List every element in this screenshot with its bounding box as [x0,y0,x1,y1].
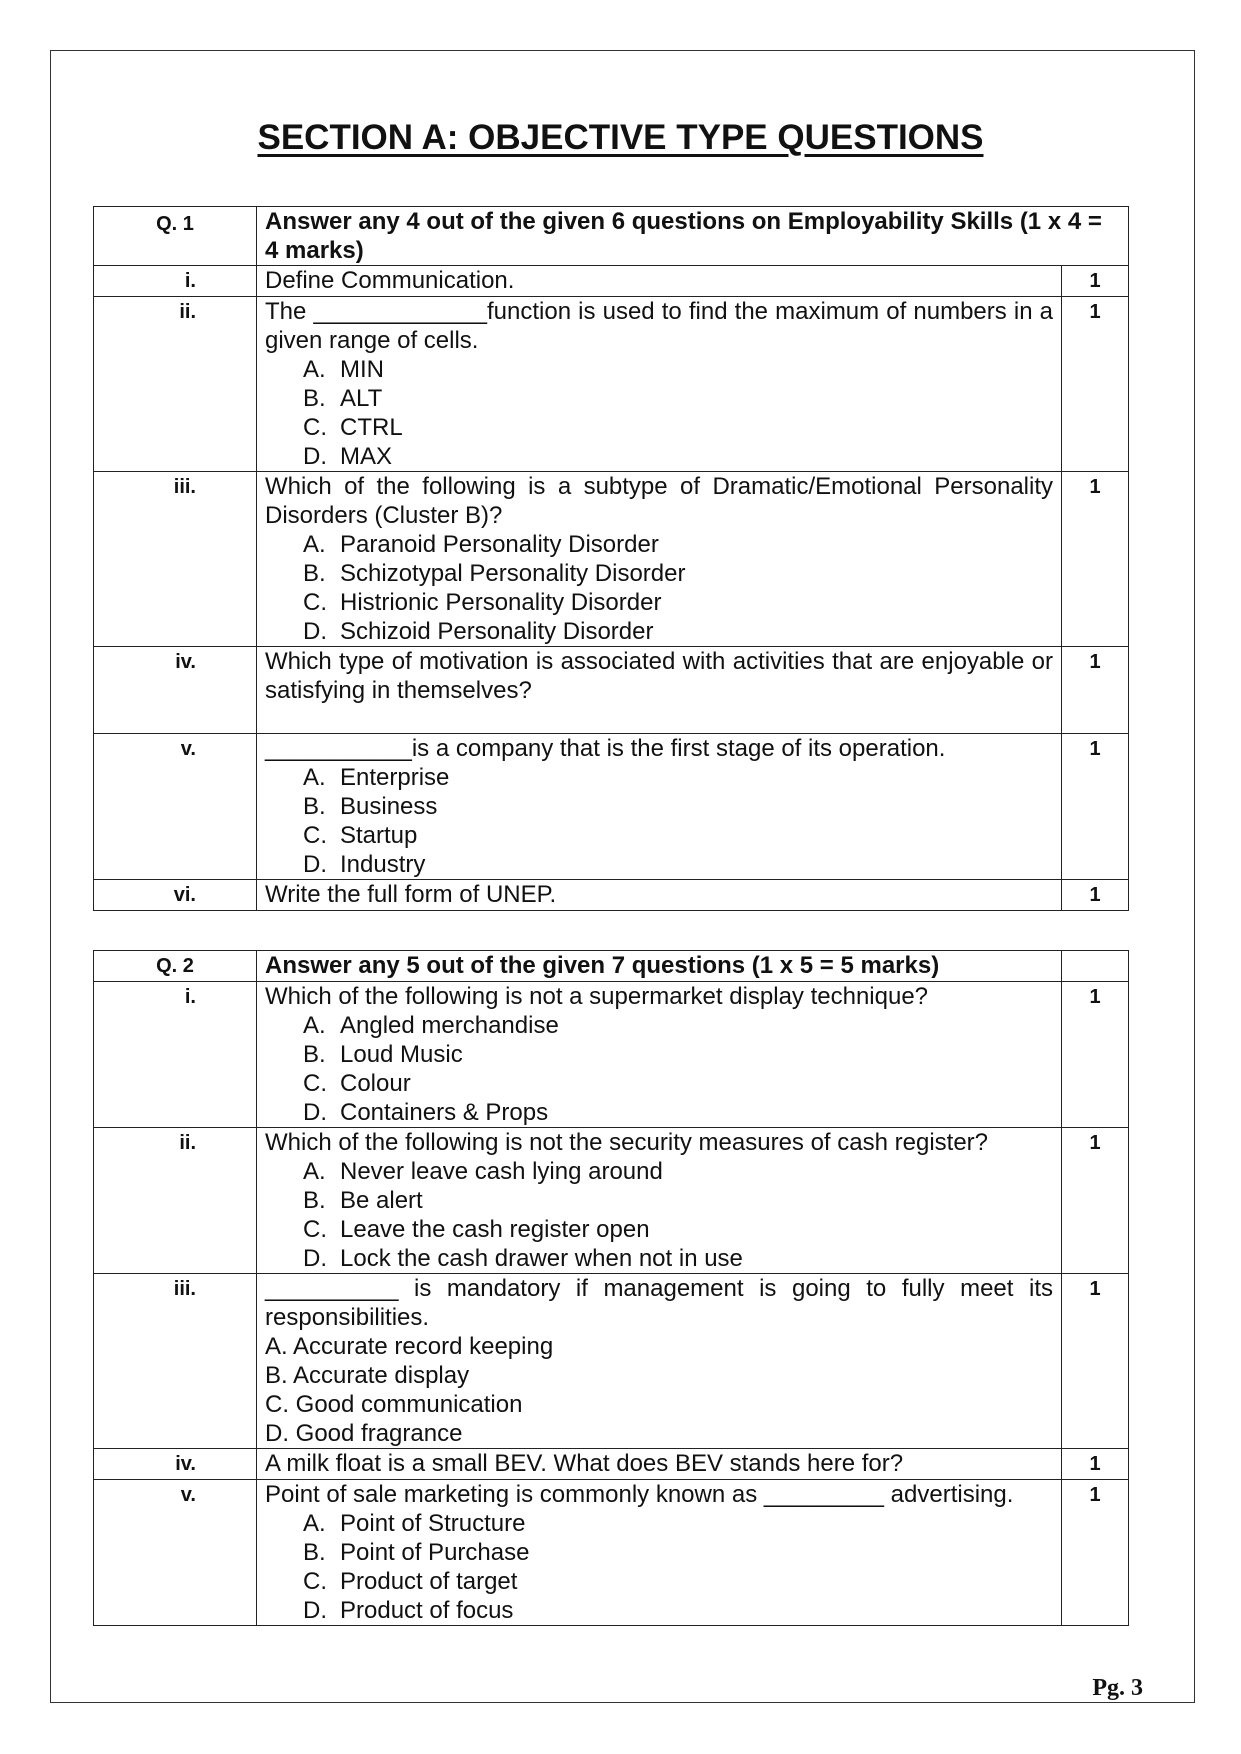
question-number: ii. [94,1128,257,1274]
option-c: C. Histrionic Personality Disorder [303,589,662,616]
option-d: D. Product of focus [303,1597,514,1624]
option-c: C. Leave the cash register open [303,1216,650,1243]
table-row [94,1128,1129,1274]
table-row [94,647,1129,734]
question-mark: 1 [1062,1274,1129,1449]
option-a: A. Accurate record keeping [265,1333,554,1360]
question-text: Which type of motivation is associated with activities that are enjoyable or satisfying in themselves? [257,647,1062,734]
question-mark: 1 [1062,297,1129,472]
question-text: Define Communication. [257,266,1062,297]
question-mark: 1 [1062,734,1129,880]
question-number: i. [94,266,257,297]
page-number: Pg. 3 [1092,1675,1143,1701]
option-a: A. Enterprise [303,764,450,791]
question-cell [257,1480,1062,1626]
table-row [94,1480,1129,1626]
option-a: A. Never leave cash lying around [303,1158,663,1185]
option-c: C. CTRL [303,414,403,441]
question-text: The _____________function is used to find the maximum of numbers in a given range of cells. [265,298,1053,354]
q2-number: Q. 2 [94,951,257,982]
question-text: Which of the following is not the security measures of cash register? [265,1129,988,1156]
question-mark: 1 [1062,880,1129,911]
q1-instruction: Answer any 4 out of the given 6 questions on Employability Skills (1 x 4 = 4 marks) [257,207,1129,266]
question-cell [257,982,1062,1128]
option-c: C. Product of target [303,1568,518,1595]
question-mark: 1 [1062,1128,1129,1274]
question-mark: 1 [1062,1480,1129,1626]
option-d: D. MAX [303,443,393,470]
question-number: iv. [94,1449,257,1480]
q2-instruction: Answer any 5 out of the given 7 questions (1 x 5 = 5 marks) [257,951,1062,982]
question-cell [257,734,1062,880]
q1-header-row [94,207,1129,266]
table-row [94,297,1129,472]
option-b: B. Accurate display [265,1362,470,1389]
question-cell [257,1274,1062,1449]
question-number: v. [94,734,257,880]
question-mark: 1 [1062,472,1129,647]
table-row [94,472,1129,647]
option-b: B. Schizotypal Personality Disorder [303,560,686,587]
question-mark: 1 [1062,266,1129,297]
question-mark: 1 [1062,1449,1129,1480]
table-row [94,1274,1129,1449]
question-cell [257,1128,1062,1274]
option-a: A. MIN [303,356,384,383]
question-number: iii. [94,1274,257,1449]
option-b: B. Be alert [303,1187,423,1214]
option-d: D. Lock the cash drawer when not in use [303,1245,743,1272]
question-number: vi. [94,880,257,911]
table-row [94,734,1129,880]
q2-header-row [94,951,1129,982]
question-number: v. [94,1480,257,1626]
question-text: Which of the following is a subtype of Dramatic/Emotional Personality Disorders (Cluster B)? [265,473,1053,529]
question-text: A milk float is a small BEV. What does BEV stands here for? [257,1449,1062,1480]
question-cell [257,297,1062,472]
option-a: A. Paranoid Personality Disorder [303,531,659,558]
question-number: i. [94,982,257,1128]
question-text: Which of the following is not a supermarket display technique? [265,983,929,1010]
table-row [94,1449,1129,1480]
question-text: __________ is mandatory if management is going to fully meet its responsibilities. [265,1275,1053,1331]
option-c: C. Good communication [265,1391,523,1418]
option-c: C. Startup [303,822,418,849]
option-a: A. Point of Structure [303,1510,526,1537]
option-c: C. Colour [303,1070,411,1097]
table-row [94,982,1129,1128]
question-cell [257,472,1062,647]
question-text: ___________is a company that is the first stage of its operation. [265,735,946,762]
q2-header-mark-cell [1062,951,1129,982]
question-mark: 1 [1062,647,1129,734]
option-d: D. Good fragrance [265,1420,463,1447]
option-b: B. ALT [303,385,383,412]
q2-table [93,950,1129,1626]
question-number: iv. [94,647,257,734]
question-number: iii. [94,472,257,647]
option-d: D. Industry [303,851,426,878]
option-b: B. Business [303,793,438,820]
table-row [94,880,1129,911]
question-mark: 1 [1062,982,1129,1128]
table-row [94,266,1129,297]
option-d: D. Schizoid Personality Disorder [303,618,654,645]
option-b: B. Loud Music [303,1041,463,1068]
option-b: B. Point of Purchase [303,1539,530,1566]
q1-number: Q. 1 [94,207,257,266]
q1-table [93,206,1129,911]
option-a: A. Angled merchandise [303,1012,559,1039]
question-text: Write the full form of UNEP. [257,880,1062,911]
question-number: ii. [94,297,257,472]
option-d: D. Containers & Props [303,1099,549,1126]
question-text: Point of sale marketing is commonly known as _________ advertising. [265,1481,1014,1508]
section-title: SECTION A: OBJECTIVE TYPE QUESTIONS [257,118,984,157]
